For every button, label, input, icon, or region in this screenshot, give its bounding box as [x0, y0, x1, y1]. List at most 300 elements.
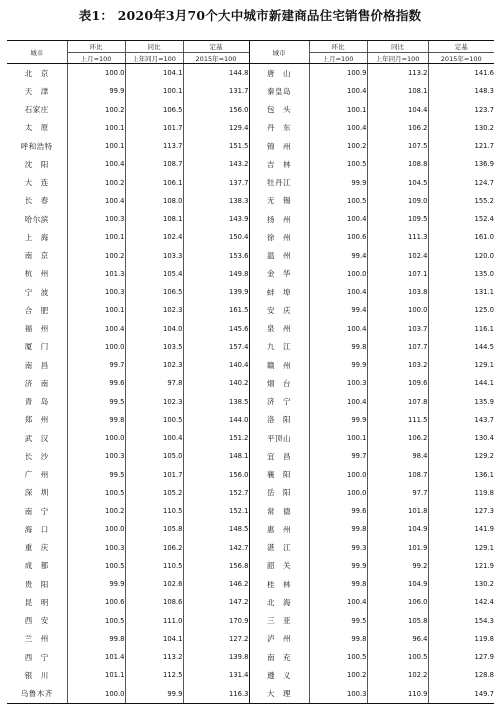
yoy-index-cell: 111.3	[367, 228, 428, 246]
mom-index-cell: 99.3	[309, 539, 367, 557]
mom-index-cell: 99.4	[309, 301, 367, 319]
yoy-index-cell: 107.1	[367, 265, 428, 283]
mom-index-cell: 100.4	[67, 155, 125, 173]
city-name: 贵 阳	[24, 579, 49, 589]
mom-index-cell: 99.8	[309, 338, 367, 356]
fixed-base-index-cell: 148.5	[183, 520, 249, 538]
mom-index-cell: 99.5	[309, 612, 367, 630]
yoy-index-cell: 104.5	[367, 174, 428, 192]
city-name: 深 圳	[24, 488, 49, 498]
yoy-index-cell: 104.1	[125, 630, 183, 648]
city-name: 泸 州	[249, 630, 309, 648]
table-row	[7, 155, 494, 173]
table-row	[7, 539, 494, 557]
header-mom-base-right: 上月=100	[309, 53, 367, 64]
mom-index-cell: 100.4	[309, 119, 367, 137]
price-index-table	[7, 40, 494, 704]
yoy-index-cell: 100.4	[125, 429, 183, 447]
yoy-index-cell: 106.2	[125, 539, 183, 557]
fixed-base-index-cell: 147.2	[183, 593, 249, 611]
yoy-index-cell: 105.0	[125, 447, 183, 465]
yoy-index-cell: 106.1	[125, 174, 183, 192]
mom-index-cell: 100.3	[67, 539, 125, 557]
table-row	[7, 64, 494, 83]
yoy-index-cell: 108.7	[367, 466, 428, 484]
fixed-base-index-cell: 155.2	[428, 192, 494, 210]
fixed-base-index-cell: 144.1	[428, 374, 494, 392]
yoy-index-cell: 106.5	[125, 101, 183, 119]
mom-index-cell: 99.8	[309, 630, 367, 648]
yoy-index-cell: 101.7	[125, 119, 183, 137]
yoy-index-cell: 111.5	[367, 411, 428, 429]
yoy-index-cell: 105.8	[367, 612, 428, 630]
yoy-index-cell: 109.5	[367, 210, 428, 228]
mom-index-cell: 99.5	[67, 393, 125, 411]
table-row	[7, 174, 494, 192]
mom-index-cell: 99.9	[67, 575, 125, 593]
table-row	[7, 393, 494, 411]
fixed-base-index-cell: 140.2	[183, 374, 249, 392]
table-row	[7, 666, 494, 684]
city-name: 南 宁	[24, 506, 49, 516]
city-name: 兰 州	[24, 634, 49, 644]
mom-index-cell: 100.5	[67, 557, 125, 575]
table-row	[7, 247, 494, 265]
mom-index-cell: 100.5	[67, 612, 125, 630]
mom-index-cell: 100.1	[67, 301, 125, 319]
table-row	[7, 648, 494, 666]
fixed-base-index-cell: 125.0	[428, 301, 494, 319]
city-name: 洛 阳	[249, 411, 309, 429]
fixed-base-index-cell: 144.0	[183, 411, 249, 429]
yoy-index-cell: 105.2	[125, 484, 183, 502]
city-name: 上 海	[24, 232, 49, 242]
fixed-base-index-cell: 153.6	[183, 247, 249, 265]
yoy-index-cell: 102.3	[125, 301, 183, 319]
fixed-base-index-cell: 149.7	[428, 685, 494, 704]
header-yoy-right: 同比	[367, 41, 428, 53]
yoy-index-cell: 108.8	[367, 155, 428, 173]
mom-index-cell: 100.3	[309, 374, 367, 392]
yoy-index-cell: 97.8	[125, 374, 183, 392]
mom-index-cell: 99.9	[67, 82, 125, 100]
fixed-base-index-cell: 157.4	[183, 338, 249, 356]
mom-index-cell: 99.8	[309, 575, 367, 593]
fixed-base-index-cell: 119.8	[428, 630, 494, 648]
header-mom-base-left: 上月=100	[67, 53, 125, 64]
mom-index-cell: 100.5	[67, 484, 125, 502]
table-title: 表1： 2020年3月70个大中城市新建商品住宅销售价格指数	[78, 8, 422, 23]
fixed-base-index-cell: 156.0	[183, 101, 249, 119]
city-name: 北 京	[24, 68, 49, 78]
yoy-index-cell: 100.0	[367, 301, 428, 319]
header-yoy-base-right: 上年同月=100	[367, 53, 428, 64]
fixed-base-index-cell: 135.9	[428, 393, 494, 411]
city-name: 桂 林	[249, 575, 309, 593]
city-name: 青 岛	[24, 397, 49, 407]
table-row	[7, 228, 494, 246]
yoy-index-cell: 103.8	[367, 283, 428, 301]
table-row	[7, 447, 494, 465]
yoy-index-cell: 102.4	[367, 247, 428, 265]
header-fixed-base-left: 2015年=100	[183, 53, 249, 64]
table-row	[7, 593, 494, 611]
mom-index-cell: 100.1	[67, 228, 125, 246]
header-mom-left: 环比	[67, 41, 125, 53]
city-name: 济 宁	[249, 393, 309, 411]
mom-index-cell: 100.4	[309, 82, 367, 100]
yoy-index-cell: 109.0	[367, 192, 428, 210]
city-name: 合 肥	[24, 305, 49, 315]
yoy-index-cell: 105.4	[125, 265, 183, 283]
city-name: 南 昌	[24, 360, 49, 370]
mom-index-cell: 100.4	[67, 320, 125, 338]
mom-index-cell: 99.9	[309, 557, 367, 575]
city-name: 三 亚	[249, 612, 309, 630]
yoy-index-cell: 108.7	[125, 155, 183, 173]
yoy-index-cell: 113.2	[125, 648, 183, 666]
fixed-base-index-cell: 121.9	[428, 557, 494, 575]
yoy-index-cell: 102.6	[125, 575, 183, 593]
fixed-base-index-cell: 151.2	[183, 429, 249, 447]
yoy-index-cell: 111.0	[125, 612, 183, 630]
mom-index-cell: 100.9	[309, 64, 367, 83]
fixed-base-index-cell: 149.8	[183, 265, 249, 283]
city-name: 昆 明	[24, 597, 49, 607]
header-yoy-base-left: 上年同月=100	[125, 53, 183, 64]
fixed-base-index-cell: 128.8	[428, 666, 494, 684]
city-name: 锦 州	[249, 137, 309, 155]
mom-index-cell: 100.0	[67, 338, 125, 356]
fixed-base-index-cell: 144.5	[428, 338, 494, 356]
city-name: 湛 江	[249, 539, 309, 557]
city-name: 遵 义	[249, 666, 309, 684]
city-name: 宜 昌	[249, 447, 309, 465]
city-name: 温 州	[249, 247, 309, 265]
fixed-base-index-cell: 130.2	[428, 119, 494, 137]
mom-index-cell: 100.0	[309, 466, 367, 484]
mom-index-cell: 100.6	[309, 228, 367, 246]
fixed-base-index-cell: 144.8	[183, 64, 249, 83]
city-name: 杭 州	[24, 269, 49, 279]
mom-index-cell: 100.3	[67, 283, 125, 301]
yoy-index-cell: 104.4	[367, 101, 428, 119]
yoy-index-cell: 108.1	[125, 210, 183, 228]
yoy-index-cell: 106.0	[367, 593, 428, 611]
yoy-index-cell: 104.9	[367, 520, 428, 538]
city-name: 徐 州	[249, 228, 309, 246]
mom-index-cell: 100.4	[309, 320, 367, 338]
fixed-base-index-cell: 143.9	[183, 210, 249, 228]
table-row	[7, 301, 494, 319]
yoy-index-cell: 99.2	[367, 557, 428, 575]
mom-index-cell: 100.3	[67, 447, 125, 465]
fixed-base-index-cell: 129.1	[428, 356, 494, 374]
fixed-base-index-cell: 152.1	[183, 502, 249, 520]
fixed-base-index-cell: 127.2	[183, 630, 249, 648]
city-name: 济 南	[24, 378, 49, 388]
mom-index-cell: 99.4	[309, 247, 367, 265]
mom-index-cell: 100.4	[309, 593, 367, 611]
table-row	[7, 283, 494, 301]
yoy-index-cell: 113.2	[367, 64, 428, 83]
yoy-index-cell: 103.2	[367, 356, 428, 374]
table-row	[7, 630, 494, 648]
city-name: 太 原	[24, 123, 49, 133]
yoy-index-cell: 104.1	[125, 64, 183, 83]
yoy-index-cell: 108.6	[125, 593, 183, 611]
city-name: 银 川	[24, 670, 49, 680]
mom-index-cell: 100.4	[309, 210, 367, 228]
fixed-base-index-cell: 142.7	[183, 539, 249, 557]
fixed-base-index-cell: 137.7	[183, 174, 249, 192]
yoy-index-cell: 106.5	[125, 283, 183, 301]
yoy-index-cell: 107.5	[367, 137, 428, 155]
mom-index-cell: 100.0	[67, 64, 125, 83]
city-name: 襄 阳	[249, 466, 309, 484]
mom-index-cell: 100.4	[309, 283, 367, 301]
city-name: 哈尔滨	[24, 214, 49, 224]
fixed-base-index-cell: 156.8	[183, 557, 249, 575]
mom-index-cell: 100.1	[309, 101, 367, 119]
table-row	[7, 429, 494, 447]
city-name: 厦 门	[24, 342, 49, 352]
mom-index-cell: 99.9	[309, 174, 367, 192]
fixed-base-index-cell: 124.7	[428, 174, 494, 192]
mom-index-cell: 100.0	[67, 685, 125, 704]
mom-index-cell: 100.2	[67, 247, 125, 265]
fixed-base-index-cell: 130.2	[428, 575, 494, 593]
header-mom-right: 环比	[309, 41, 367, 53]
city-name: 大 连	[24, 178, 49, 188]
mom-index-cell: 99.9	[309, 411, 367, 429]
mom-index-cell: 100.1	[67, 137, 125, 155]
fixed-base-index-cell: 150.4	[183, 228, 249, 246]
fixed-base-index-cell: 161.5	[183, 301, 249, 319]
fixed-base-index-cell: 161.0	[428, 228, 494, 246]
fixed-base-index-cell: 143.7	[428, 411, 494, 429]
fixed-base-index-cell: 143.2	[183, 155, 249, 173]
city-name: 无 锡	[249, 192, 309, 210]
fixed-base-index-cell: 129.2	[428, 447, 494, 465]
city-name: 郑 州	[24, 415, 49, 425]
mom-index-cell: 100.2	[309, 137, 367, 155]
table-row	[7, 520, 494, 538]
city-name: 常 德	[249, 502, 309, 520]
fixed-base-index-cell: 142.4	[428, 593, 494, 611]
table-row	[7, 612, 494, 630]
table-header	[7, 41, 494, 64]
mom-index-cell: 100.2	[67, 174, 125, 192]
table-row	[7, 466, 494, 484]
yoy-index-cell: 98.4	[367, 447, 428, 465]
mom-index-cell: 99.9	[309, 356, 367, 374]
yoy-index-cell: 102.3	[125, 356, 183, 374]
city-name: 泉 州	[249, 320, 309, 338]
city-name: 牡丹江	[249, 174, 309, 192]
fixed-base-index-cell: 139.9	[183, 283, 249, 301]
city-name: 重 庆	[24, 543, 49, 553]
city-name: 烟 台	[249, 374, 309, 392]
fixed-base-index-cell: 145.6	[183, 320, 249, 338]
table-row	[7, 484, 494, 502]
mom-index-cell: 100.4	[309, 393, 367, 411]
city-name: 吉 林	[249, 155, 309, 173]
city-name: 北 海	[249, 593, 309, 611]
mom-index-cell: 100.2	[67, 101, 125, 119]
yoy-index-cell: 103.3	[125, 247, 183, 265]
table-row	[7, 82, 494, 100]
yoy-index-cell: 100.5	[367, 648, 428, 666]
mom-index-cell: 101.3	[67, 265, 125, 283]
yoy-index-cell: 96.4	[367, 630, 428, 648]
table-row	[7, 374, 494, 392]
city-name: 长 春	[24, 196, 49, 206]
mom-index-cell: 101.1	[67, 666, 125, 684]
mom-index-cell: 99.5	[67, 466, 125, 484]
city-name: 乌鲁木齐	[7, 685, 67, 704]
city-name: 南 充	[249, 648, 309, 666]
city-name: 安 庆	[249, 301, 309, 319]
yoy-index-cell: 113.7	[125, 137, 183, 155]
city-name: 西 宁	[24, 652, 49, 662]
header-fixed-left: 定基	[183, 41, 249, 53]
table-row	[7, 557, 494, 575]
fixed-base-index-cell: 131.1	[428, 283, 494, 301]
city-name: 石家庄	[24, 105, 49, 115]
mom-index-cell: 100.2	[309, 666, 367, 684]
yoy-index-cell: 100.1	[125, 82, 183, 100]
mom-index-cell: 99.6	[309, 502, 367, 520]
mom-index-cell: 100.2	[67, 502, 125, 520]
table-row	[7, 320, 494, 338]
city-name: 宁 波	[24, 287, 49, 297]
yoy-index-cell: 104.0	[125, 320, 183, 338]
yoy-index-cell: 110.5	[125, 557, 183, 575]
fixed-base-index-cell: 138.3	[183, 192, 249, 210]
fixed-base-index-cell: 138.5	[183, 393, 249, 411]
yoy-index-cell: 107.7	[367, 338, 428, 356]
mom-index-cell: 100.1	[67, 119, 125, 137]
city-name: 金 华	[249, 265, 309, 283]
table-row	[7, 101, 494, 119]
city-name: 福 州	[24, 324, 49, 334]
yoy-index-cell: 103.5	[125, 338, 183, 356]
mom-index-cell: 100.0	[67, 520, 125, 538]
city-name: 赣 州	[249, 356, 309, 374]
mom-index-cell: 100.0	[309, 265, 367, 283]
fixed-base-index-cell: 129.4	[183, 119, 249, 137]
mom-index-cell: 100.5	[309, 192, 367, 210]
table-row	[7, 192, 494, 210]
city-name: 韶 关	[249, 557, 309, 575]
fixed-base-index-cell: 121.7	[428, 137, 494, 155]
fixed-base-index-cell: 131.4	[183, 666, 249, 684]
header-yoy-left: 同比	[125, 41, 183, 53]
city-name: 海 口	[24, 524, 49, 534]
fixed-base-index-cell: 152.4	[428, 210, 494, 228]
yoy-index-cell: 110.9	[367, 685, 428, 704]
mom-index-cell: 100.3	[67, 210, 125, 228]
yoy-index-cell: 101.7	[125, 466, 183, 484]
table-row	[7, 356, 494, 374]
yoy-index-cell: 110.5	[125, 502, 183, 520]
city-name: 惠 州	[249, 520, 309, 538]
fixed-base-index-cell: 139.8	[183, 648, 249, 666]
table-row	[7, 210, 494, 228]
table-body	[7, 64, 494, 704]
fixed-base-index-cell: 129.1	[428, 539, 494, 557]
fixed-base-index-cell: 151.5	[183, 137, 249, 155]
fixed-base-index-cell: 127.3	[428, 502, 494, 520]
fixed-base-index-cell: 135.0	[428, 265, 494, 283]
yoy-index-cell: 102.2	[367, 666, 428, 684]
yoy-index-cell: 105.8	[125, 520, 183, 538]
mom-index-cell: 100.4	[67, 192, 125, 210]
yoy-index-cell: 99.9	[125, 685, 183, 704]
mom-index-cell: 99.7	[309, 447, 367, 465]
city-name: 武 汉	[24, 433, 49, 443]
table-row	[7, 119, 494, 137]
fixed-base-index-cell: 119.8	[428, 484, 494, 502]
mom-index-cell: 99.8	[67, 411, 125, 429]
table-row	[7, 137, 494, 155]
table-row	[7, 502, 494, 520]
fixed-base-index-cell: 127.9	[428, 648, 494, 666]
city-name: 丹 东	[249, 119, 309, 137]
yoy-index-cell: 97.7	[367, 484, 428, 502]
city-name: 岳 阳	[249, 484, 309, 502]
fixed-base-index-cell: 148.1	[183, 447, 249, 465]
city-name: 扬 州	[249, 210, 309, 228]
yoy-index-cell: 109.6	[367, 374, 428, 392]
city-name: 成 都	[24, 561, 49, 571]
yoy-index-cell: 102.3	[125, 393, 183, 411]
fixed-base-index-cell: 152.7	[183, 484, 249, 502]
yoy-index-cell: 102.4	[125, 228, 183, 246]
city-name: 唐 山	[249, 64, 309, 83]
yoy-index-cell: 108.0	[125, 192, 183, 210]
yoy-index-cell: 100.5	[125, 411, 183, 429]
yoy-index-cell: 101.9	[367, 539, 428, 557]
fixed-base-index-cell: 146.2	[183, 575, 249, 593]
header-fixed-base-right: 2015年=100	[428, 53, 494, 64]
yoy-index-cell: 108.1	[367, 82, 428, 100]
mom-index-cell: 100.0	[309, 484, 367, 502]
fixed-base-index-cell: 120.0	[428, 247, 494, 265]
fixed-base-index-cell: 116.3	[183, 685, 249, 704]
city-name: 天 津	[24, 86, 49, 96]
table-row	[7, 265, 494, 283]
city-name: 秦皇岛	[249, 82, 309, 100]
city-name: 呼和浩特	[20, 141, 53, 151]
mom-index-cell: 100.0	[67, 429, 125, 447]
fixed-base-index-cell: 140.4	[183, 356, 249, 374]
header-fixed-right: 定基	[428, 41, 494, 53]
mom-index-cell: 100.5	[309, 155, 367, 173]
yoy-index-cell: 107.8	[367, 393, 428, 411]
header-city-right: 城市	[249, 41, 309, 64]
mom-index-cell: 100.3	[309, 685, 367, 704]
city-name: 大 理	[249, 685, 309, 704]
mom-index-cell: 100.5	[309, 648, 367, 666]
fixed-base-index-cell: 141.6	[428, 64, 494, 83]
city-name: 沈 阳	[24, 159, 49, 169]
yoy-index-cell: 104.9	[367, 575, 428, 593]
table-row	[7, 685, 494, 704]
yoy-index-cell: 103.7	[367, 320, 428, 338]
fixed-base-index-cell: 154.3	[428, 612, 494, 630]
